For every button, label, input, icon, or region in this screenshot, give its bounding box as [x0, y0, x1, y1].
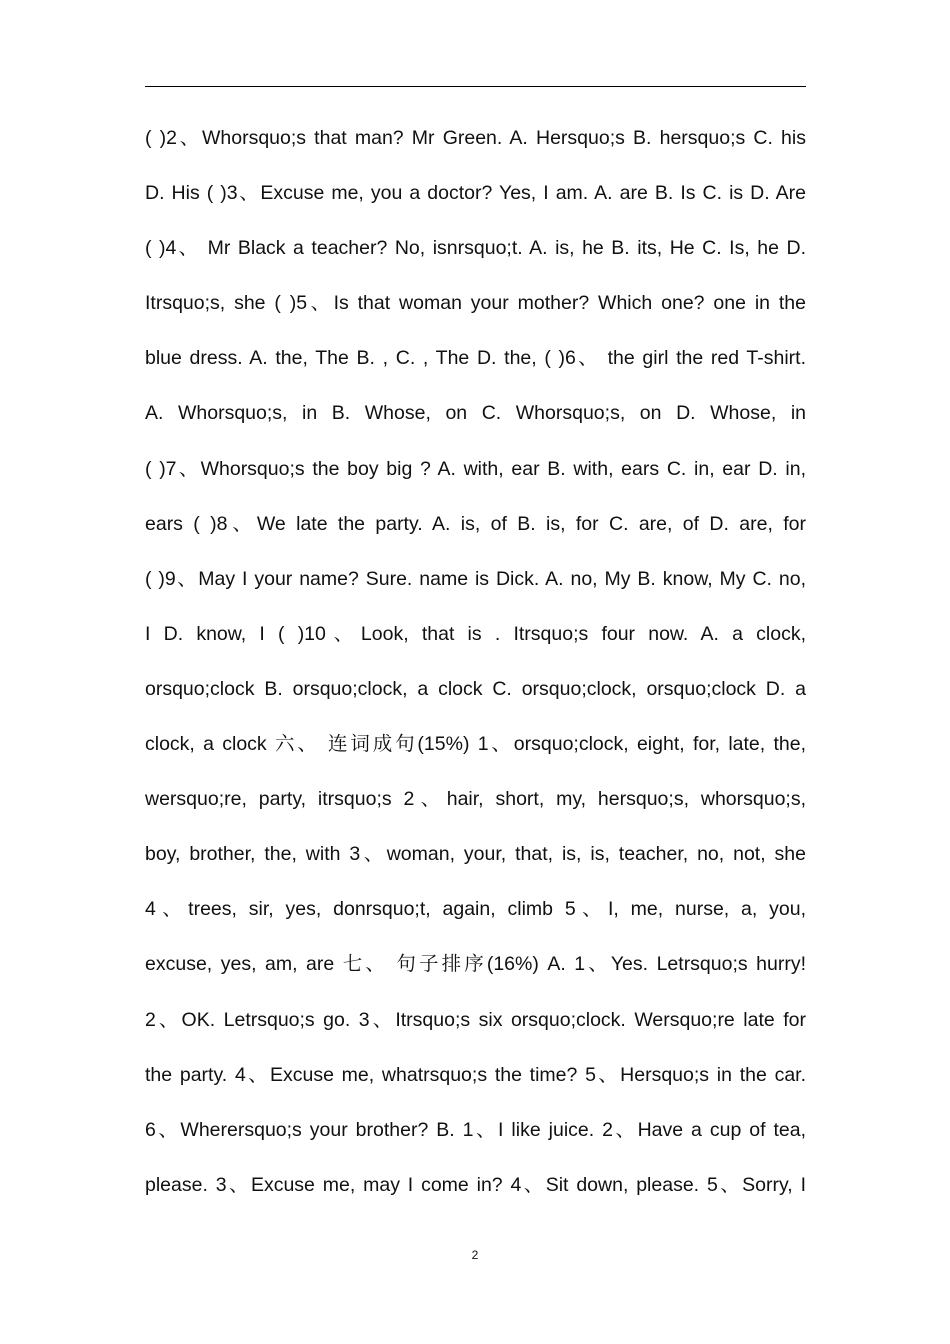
- text-line: ears ( )8、We late the party. A. is, of B. is, for C. are, of D. are, for: [145, 512, 806, 535]
- text-line: I D. know, I ( )10、Look, that is . Itrsquo;s four now. A. a clock,: [145, 622, 806, 645]
- text-line: Itrsquo;s, she ( )5、Is that woman your mother? Which one? one in the: [145, 292, 806, 315]
- text-line: 2、OK. Letrsquo;s go. 3、Itrsquo;s six orsquo;clock. Wersquo;re late for: [145, 1008, 806, 1031]
- text-line: D. His ( )3、Excuse me, you a doctor? Yes, I am. A. are B. Is C. is D. Are: [145, 182, 806, 205]
- text-line: please. 3、Excuse me, may I come in? 4、Sit down, please. 5、Sorry, I: [145, 1173, 806, 1196]
- text-line: boy, brother, the, with 3、woman, your, that, is, is, teacher, no, not, she: [145, 843, 806, 866]
- text-line: 6、Wherersquo;s your brother? B. 1、I like juice. 2、Have a cup of tea,: [145, 1118, 806, 1141]
- text-line: A. Whorsquo;s, in B. Whose, on C. Whorsquo;s, on D. Whose, in: [145, 402, 806, 425]
- document-body: [145, 111, 806, 1213]
- text-line: blue dress. A. the, The B. , C. , The D. the, ( )6、 the girl the red T-shirt.: [145, 347, 806, 370]
- text-line: excuse, yes, am, are 七、 句子排序(16%) A. 1、Yes. Letrsquo;s hurry!: [145, 953, 806, 976]
- text-line: the party. 4、Excuse me, whatrsquo;s the time? 5、Hersquo;s in the car.: [145, 1063, 806, 1086]
- text-line: orsquo;clock B. orsquo;clock, a clock C. orsquo;clock, orsquo;clock D. a: [145, 677, 806, 700]
- text-line: ( )4、 Mr Black a teacher? No, isnrsquo;t. A. is, he B. its, He C. Is, he D.: [145, 237, 806, 260]
- text-line: ( )2、Whorsquo;s that man? Mr Green. A. Hersquo;s B. hersquo;s C. his: [145, 127, 806, 149]
- page-number: 2: [471, 1248, 479, 1262]
- text-line: ( )7、Whorsquo;s the boy big ? A. with, ear B. with, ears C. in, ear D. in,: [145, 457, 806, 480]
- text-line: clock, a clock 六、 连词成句(15%) 1、orsquo;clock, eight, for, late, the,: [145, 733, 806, 756]
- text-line: 4、trees, sir, yes, donrsquo;t, again, climb 5、I, me, nurse, a, you,: [145, 898, 806, 921]
- header-rule: [145, 86, 806, 87]
- text-line: ( )9、May I your name? Sure. name is Dick. A. no, My B. know, My C. no,: [145, 567, 806, 590]
- text-line: wersquo;re, party, itrsquo;s 2、hair, short, my, hersquo;s, whorsquo;s,: [145, 788, 806, 811]
